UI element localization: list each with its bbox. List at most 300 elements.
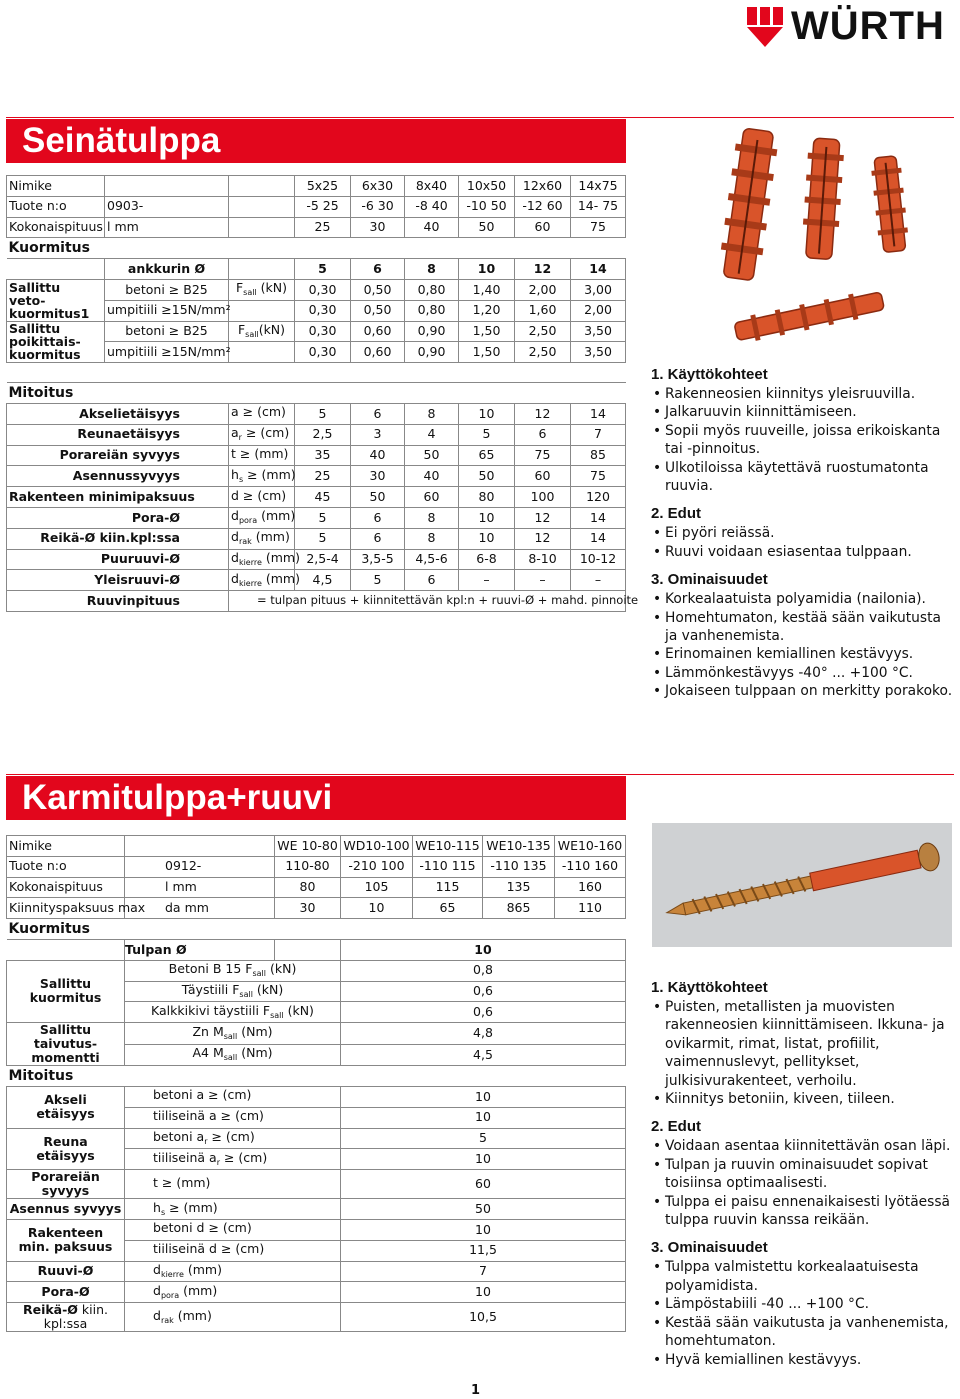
spacer <box>7 259 105 280</box>
label-line: kuormitus1 <box>9 305 90 321</box>
value-cell: 6x30 <box>351 176 405 197</box>
symbol-subscript: s <box>160 1207 166 1217</box>
anchor-value: 6 <box>351 259 405 280</box>
mitoitus-heading: Mitoitus <box>7 383 626 404</box>
list-item: • Jalkaruuvin kiinnittämiseen. <box>651 403 956 421</box>
label-line: poikittais- <box>9 334 81 350</box>
label-line: Sallittu <box>9 279 61 295</box>
value-cell: 10-12 <box>571 549 626 570</box>
page-number: 1 <box>471 1383 481 1398</box>
value-cell: 6 <box>351 507 405 528</box>
symbol-subscript: sall <box>252 969 266 979</box>
mitoitus-row <box>7 1170 626 1199</box>
value-cell: 160 <box>555 877 626 898</box>
value-cell: 12 <box>515 403 571 424</box>
mitoitus-row <box>7 1261 626 1282</box>
value-cell: 5 <box>341 1128 626 1149</box>
value-cell: 0,30 <box>295 321 351 342</box>
value-cell: 3,50 <box>571 342 626 363</box>
value-cell: 0,80 <box>405 279 459 300</box>
material-cell: umpitiili ≥15N/mm² <box>105 342 229 363</box>
mitoitus-label: Rakenteen minimipaksuus <box>7 487 229 508</box>
value-cell: 5 <box>295 403 351 424</box>
value-cell: 7 <box>341 1261 626 1282</box>
load-condition <box>125 981 341 1002</box>
poikittais-row <box>7 321 626 342</box>
wurth-logo <box>747 4 952 48</box>
table-row <box>7 898 626 919</box>
symbol: betoni d <box>153 1220 205 1236</box>
list-item: • Kestää sään vaikutusta ja vanhenemista, homehtumaton. <box>651 1314 956 1351</box>
list-item: • Lämpöstabiili -40 ... +100 °C. <box>651 1295 956 1313</box>
value-cell: 3,50 <box>571 321 626 342</box>
mitoitus-label <box>7 1086 125 1128</box>
symbol-unit: (kN) <box>283 1002 314 1018</box>
load-condition <box>125 1002 341 1023</box>
value-cell: -110 160 <box>555 856 626 877</box>
unit-cell <box>229 549 300 570</box>
symbol-unit: ≥ (cm) <box>219 1149 268 1165</box>
value-cell: 75 <box>571 466 626 487</box>
value-cell: 50 <box>341 1199 626 1220</box>
value-cell: 8 <box>405 528 459 549</box>
tulppa-value: 10 <box>341 939 626 960</box>
section-heading-row <box>7 383 626 404</box>
mitoitus-row <box>7 1282 626 1303</box>
value-cell: WE 10-80 <box>275 836 341 857</box>
value-cell: 0,30 <box>295 300 351 321</box>
anchor-label: ankkurin Ø <box>105 259 229 280</box>
value-cell: 10 <box>459 507 515 528</box>
list-item: • Tulppa valmistettu korkealaatuisesta polyamidista. <box>651 1258 956 1295</box>
mitoitus-label <box>7 1303 125 1332</box>
label-line: etäisyys <box>36 1147 95 1163</box>
symbol-unit: (kN) <box>266 961 297 977</box>
dimension-condition <box>125 1107 341 1128</box>
kuorm-row <box>7 960 626 981</box>
unit-cell <box>229 321 295 342</box>
symbol-subscript: sall <box>223 1031 238 1041</box>
symbol-subscript: sall <box>239 989 253 999</box>
row-code: l mm <box>125 877 275 898</box>
mitoitus-row <box>7 466 626 487</box>
value-cell: 8 <box>405 507 459 528</box>
label-line: Sallittu <box>39 1022 92 1038</box>
value-cell: 40 <box>351 445 405 466</box>
value-cell: WE10-160 <box>555 836 626 857</box>
value-cell: WE10-115 <box>413 836 483 857</box>
symbol-unit: ≥ (mm) <box>235 445 289 461</box>
value-cell: -110 115 <box>413 856 483 877</box>
dimension-condition <box>125 1303 341 1332</box>
info-heading: 1. Käyttökohteet <box>651 366 768 383</box>
mitoitus-label <box>7 1282 125 1303</box>
value-cell: 4,8 <box>341 1023 626 1045</box>
unit-cell <box>229 507 295 528</box>
frame-screw-photo <box>652 823 952 947</box>
spacer <box>7 363 626 383</box>
label-line: Rakenteen <box>27 1225 104 1241</box>
value-cell: 4,5 <box>295 570 351 591</box>
mitoitus-row <box>7 507 626 528</box>
value-cell: 5 <box>295 528 351 549</box>
dimension-condition <box>125 1219 341 1240</box>
label-line: kuormitus <box>9 347 81 363</box>
symbol: h <box>153 1199 161 1215</box>
symbol: t <box>231 445 236 461</box>
value-cell: 110 <box>555 898 626 919</box>
value-cell: 8 <box>405 403 459 424</box>
mitoitus-label: Asennussyvyys <box>7 466 229 487</box>
value-cell: 0,8 <box>341 960 626 981</box>
value-cell: 11,5 <box>341 1240 626 1261</box>
symbol-unit: ≥ (cm) <box>216 1241 265 1257</box>
value-cell: 6 <box>351 528 405 549</box>
value-cell: 30 <box>351 217 405 238</box>
value-cell: 50 <box>405 445 459 466</box>
symbol-subscript: kierre <box>238 578 262 588</box>
value-cell: 2,50 <box>515 321 571 342</box>
symbol-unit: ≥ (mm) <box>165 1199 218 1215</box>
value-cell: 14x75 <box>571 176 626 197</box>
section-heading-row <box>7 1066 626 1087</box>
mitoitus-row <box>7 1086 626 1107</box>
mitoitus-label <box>7 1219 125 1261</box>
value-cell: 10 <box>341 1149 626 1170</box>
mitoitus-row <box>7 1219 626 1240</box>
value-cell: 2,50 <box>515 342 571 363</box>
value-cell: 7 <box>571 424 626 445</box>
list-item: • Hyvä kemiallinen kestävyys. <box>651 1351 956 1369</box>
label-line: taivutus- <box>33 1036 98 1052</box>
value-cell: 0,90 <box>405 321 459 342</box>
symbol: Täystiili F <box>181 981 240 997</box>
value-cell: 0,30 <box>295 342 351 363</box>
brand-name: WÜRTH <box>791 3 945 48</box>
mitoitus-row <box>7 570 626 591</box>
mitoitus-row <box>7 403 626 424</box>
value-cell: 50 <box>459 217 515 238</box>
symbol-unit: (mm) <box>179 1282 218 1298</box>
mitoitus-row <box>7 549 626 570</box>
info-list <box>651 590 956 700</box>
value-cell: 65 <box>413 898 483 919</box>
label-main: Reikä-Ø <box>22 1302 78 1318</box>
info-heading: 2. Edut <box>651 1118 702 1136</box>
value-cell: 115 <box>413 877 483 898</box>
value-cell: 40 <box>405 466 459 487</box>
value-cell: – <box>515 570 571 591</box>
mitoitus-label: Puuruuvi-Ø <box>7 549 229 570</box>
row-code <box>105 176 229 197</box>
unit-cell <box>229 487 295 508</box>
mitoitus-row <box>7 445 626 466</box>
info-list <box>651 1137 956 1229</box>
mitoitus-row <box>7 1303 626 1332</box>
value-cell: 1,50 <box>459 321 515 342</box>
value-cell: 6 <box>515 424 571 445</box>
ruuvinpituus-row <box>7 591 626 612</box>
value-cell: 0,60 <box>351 342 405 363</box>
value-cell: 30 <box>351 466 405 487</box>
value-cell: 10 <box>341 1086 626 1107</box>
symbol: d <box>231 570 239 586</box>
load-condition <box>125 1044 341 1066</box>
value-cell: 0,6 <box>341 1002 626 1023</box>
value-cell: 865 <box>483 898 555 919</box>
value-cell: 120 <box>571 487 626 508</box>
symbol-unit: (mm) <box>257 508 296 524</box>
symbol-unit: (Nm) <box>237 1023 273 1039</box>
mitoitus-label: Reikä-Ø kiin.kpl:ssa <box>7 528 229 549</box>
taivutus-row <box>7 1023 626 1045</box>
mitoitus-label: Pora-Ø <box>7 507 229 528</box>
value-cell: 10 <box>459 528 515 549</box>
value-cell: -10 50 <box>459 196 515 217</box>
value-cell: 2,00 <box>515 279 571 300</box>
value-cell: 6 <box>405 570 459 591</box>
value-cell: 3 <box>351 424 405 445</box>
value-cell: 6-8 <box>459 549 515 570</box>
value-cell: -5 25 <box>295 196 351 217</box>
value-cell: 5 <box>351 570 405 591</box>
symbol-subscript: r <box>204 1136 208 1146</box>
value-cell: 10x50 <box>459 176 515 197</box>
list-item: • Kiinnitys betoniin, kiveen, tiileen. <box>651 1090 956 1108</box>
symbol-unit: ≥ (cm) <box>238 487 287 503</box>
value-cell: 100 <box>515 487 571 508</box>
symbol: t <box>153 1174 158 1190</box>
row-unit <box>229 217 295 238</box>
value-cell: -8 40 <box>405 196 459 217</box>
row-unit <box>229 196 295 217</box>
symbol: Betoni B 15 F <box>168 961 253 977</box>
spacer-row <box>7 363 626 383</box>
value-cell: WD10-100 <box>341 836 413 857</box>
value-cell: 75 <box>515 445 571 466</box>
label-line: Pora-Ø <box>41 1284 90 1300</box>
mitoitus-row <box>7 487 626 508</box>
symbol-subscript: kierre <box>238 557 262 567</box>
label-line: Ruuvi-Ø <box>37 1263 94 1279</box>
symbol-unit: ≥ (mm) <box>243 466 296 482</box>
unit-cell <box>229 570 300 591</box>
symbol-unit: (kN) <box>252 981 284 997</box>
label-line: veto- <box>9 292 46 308</box>
symbol-subscript: kierre <box>160 1269 184 1279</box>
info-list <box>651 524 956 561</box>
symbol: betoni a <box>153 1128 205 1144</box>
symbol: F <box>235 280 244 296</box>
value-cell: WE10-135 <box>483 836 555 857</box>
value-cell: 12 <box>515 528 571 549</box>
symbol-subscript: pora <box>160 1290 180 1300</box>
symbol: a <box>231 425 239 441</box>
value-cell: 14 <box>571 507 626 528</box>
load-condition <box>125 960 341 981</box>
row-code <box>125 836 275 857</box>
symbol-subscript: sall <box>245 329 259 339</box>
value-cell: 1,40 <box>459 279 515 300</box>
mitoitus-row <box>7 1128 626 1149</box>
load-condition <box>125 1023 341 1045</box>
symbol: tiiliseinä a <box>153 1149 217 1165</box>
label-line: etäisyys <box>36 1106 95 1122</box>
anchor-value: 12 <box>515 259 571 280</box>
value-cell: 60 <box>515 466 571 487</box>
row-code: da mm <box>125 898 275 919</box>
label-line: Asennus syvyys <box>9 1201 122 1217</box>
value-cell: 0,50 <box>351 300 405 321</box>
info-heading: 3. Ominaisuudet <box>651 571 768 589</box>
list-item: • Jokaiseen tulppaan on merkitty porakoko. <box>651 682 956 700</box>
symbol: h <box>231 466 239 482</box>
mitoitus-heading: Mitoitus <box>7 1066 626 1087</box>
symbol: d <box>153 1261 161 1277</box>
value-cell: 2,5 <box>295 424 351 445</box>
value-cell: 10 <box>459 403 515 424</box>
symbol: d <box>231 508 239 524</box>
list-item: • Ulkotiloissa käytettävä ruostumatonta ruuvia. <box>651 459 956 496</box>
value-cell: 50 <box>351 487 405 508</box>
list-item: • Homehtumaton, kestää sään vaikutusta ja vanhenemista. <box>651 609 956 646</box>
value-cell: 60 <box>515 217 571 238</box>
value-cell: 12x60 <box>515 176 571 197</box>
symbol-unit: (kN) <box>258 321 286 337</box>
value-cell: 3,5-5 <box>351 549 405 570</box>
label-line: Porareiän <box>31 1169 100 1185</box>
symbol-unit: ≥ (cm) <box>238 404 286 420</box>
value-cell: 12 <box>515 507 571 528</box>
list-item: • Rakenneosien kiinnitys yleisruuvilla. <box>651 385 956 403</box>
value-cell: 5x25 <box>295 176 351 197</box>
value-cell: 6 <box>351 403 405 424</box>
symbol-unit: ≥ (cm) <box>207 1128 255 1144</box>
value-cell: 5 <box>295 507 351 528</box>
anchor-value: 8 <box>405 259 459 280</box>
row-code: 0912- <box>125 856 275 877</box>
load-label <box>7 1023 125 1066</box>
material-cell: umpitiili ≥15N/mm² <box>105 300 229 321</box>
material-cell: betoni ≥ B25 <box>105 279 229 300</box>
value-cell: 10 <box>341 1282 626 1303</box>
karmitulppa-table <box>6 835 626 1332</box>
value-cell: 65 <box>459 445 515 466</box>
value-cell: 14 <box>571 403 626 424</box>
value-cell: 50 <box>459 466 515 487</box>
value-cell: 4,5-6 <box>405 549 459 570</box>
label-tail: kiin. kpl:ssa <box>43 1302 108 1332</box>
value-cell: 4,5 <box>341 1044 626 1066</box>
dimension-condition <box>125 1128 341 1149</box>
value-cell: – <box>459 570 515 591</box>
value-cell: 60 <box>405 487 459 508</box>
list-item: • Sopii myös ruuveille, joissa erikoiskanta tai -pinnoitus. <box>651 422 956 459</box>
value-cell: 0,90 <box>405 342 459 363</box>
symbol: a <box>231 404 239 420</box>
load-label <box>7 960 125 1022</box>
symbol-unit: (mm) <box>251 529 290 545</box>
value-cell: -210 100 <box>341 856 413 877</box>
symbol-subscript: rak <box>238 537 252 547</box>
symbol: d <box>153 1282 161 1298</box>
value-cell: 0,30 <box>295 279 351 300</box>
symbol: d <box>153 1307 161 1323</box>
symbol-unit: (Nm) <box>237 1045 273 1061</box>
symbol-subscript: pora <box>238 516 258 526</box>
row-unit <box>229 176 295 197</box>
value-cell: 8-10 <box>515 549 571 570</box>
mitoitus-label: Porareiän syvyys <box>7 445 229 466</box>
spacer <box>275 939 341 960</box>
symbol-unit: ≥ (cm) <box>241 425 290 441</box>
section2-rule <box>6 774 954 775</box>
label-line: syvyys <box>41 1183 90 1199</box>
value-cell: 25 <box>295 466 351 487</box>
symbol-unit: ≥ (cm) <box>216 1108 264 1124</box>
list-item: • Tulpan ja ruuvin ominaisuudet sopivat toisiinsa optimaalisesti. <box>651 1156 956 1193</box>
mitoitus-row <box>7 424 626 445</box>
row-label: Kokonaispituus <box>7 877 125 898</box>
tulppa-row <box>7 939 626 960</box>
dimension-condition <box>125 1261 341 1282</box>
load-label <box>7 279 105 321</box>
unit-cell <box>229 445 295 466</box>
table-row <box>7 877 626 898</box>
value-cell: 80 <box>459 487 515 508</box>
mitoitus-label <box>7 1128 125 1170</box>
value-cell: 10 <box>341 1219 626 1240</box>
table-row <box>7 196 626 217</box>
symbol: d <box>231 549 239 565</box>
value-cell: -6 30 <box>351 196 405 217</box>
list-item: • Puisten, metallisten ja muovisten rakenneosien kiinnittämiseen. Ikkuna- ja ovikarmit, rimat, listat, profiilit, vaimennuslevyt, pellitykset, julkisivurakenteet, verhoilu. <box>651 998 956 1090</box>
value-cell: 1,50 <box>459 342 515 363</box>
material-cell: betoni ≥ B25 <box>105 321 229 342</box>
mitoitus-row <box>7 528 626 549</box>
list-item: • Tulppa ei paisu ennenaikaisesti lyötäessä tulppa ruuvin kanssa reikään. <box>651 1193 956 1230</box>
value-cell: 135 <box>483 877 555 898</box>
symbol-unit: (mm) <box>173 1307 212 1323</box>
table-row <box>7 856 626 877</box>
unit-cell <box>229 279 295 300</box>
section1-info <box>651 356 956 701</box>
anchor-value: 10 <box>459 259 515 280</box>
ruuvinpituus-text: = tulpan pituus + kiinnitettävän kpl:n + ruuvi-Ø + mahd. pinnoite <box>229 591 626 612</box>
anchor-row <box>7 259 626 280</box>
value-cell: – <box>571 570 626 591</box>
ruuvinpituus-label: Ruuvinpituus <box>7 591 229 612</box>
value-cell: 14 <box>571 528 626 549</box>
label-line: Akseli <box>44 1092 87 1108</box>
anchor-value: 5 <box>295 259 351 280</box>
symbol: Zn M <box>192 1023 224 1039</box>
symbol: F <box>237 321 246 337</box>
value-cell: 10,5 <box>341 1303 626 1332</box>
symbol-subscript: sall <box>223 1053 238 1063</box>
value-cell: 60 <box>341 1170 626 1199</box>
row-label: Tuote n:o <box>7 856 125 877</box>
row-label: Kokonaispituus <box>7 217 105 238</box>
value-cell: 0,6 <box>341 981 626 1002</box>
section1-title: Seinätulppa <box>6 119 626 163</box>
mitoitus-label <box>7 1261 125 1282</box>
section-heading-row <box>7 919 626 940</box>
list-item: • Lämmönkestävyys -40° ... +100 °C. <box>651 664 956 682</box>
symbol: Kalkkikivi täystiili F <box>151 1002 271 1018</box>
value-cell: 4 <box>405 424 459 445</box>
value-cell: 80 <box>275 877 341 898</box>
